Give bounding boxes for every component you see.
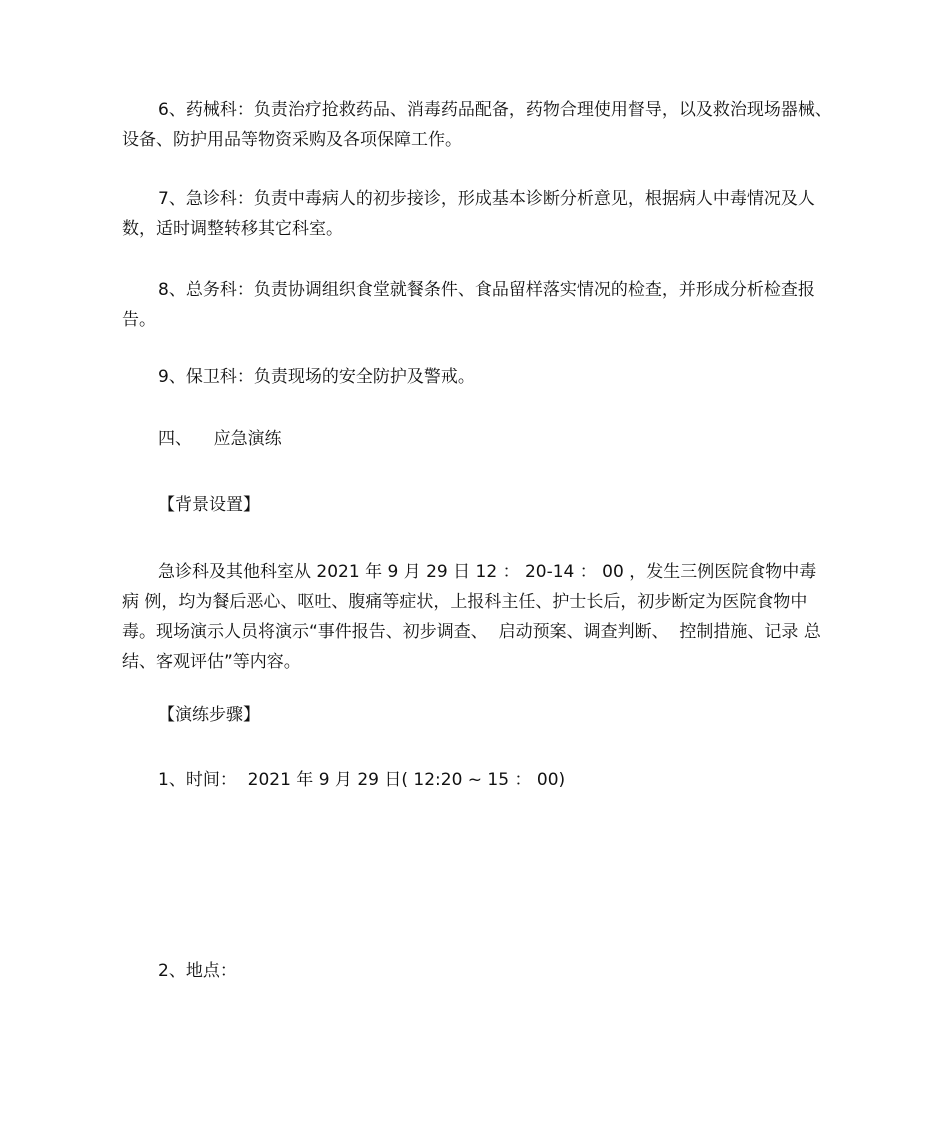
paragraph-emergency-dept: 7、急诊科：负责中毒病人的初步接诊，形成基本诊断分析意见，根据病人中毒情况及人数，适时调整转移其它科室。 [122, 189, 815, 239]
paragraph-general-affairs-dept: 8、总务科：负责协调组织食堂就餐条件、食品留样落实情况的检查，并形成分析检查报告。 [122, 280, 815, 330]
section-heading-emergency-drill: 四、 应急演练 [158, 429, 282, 449]
step-1-time: 1、时间： 2021 年 9 月 29 日( 12:20 ~ 15 ： 00) [158, 770, 566, 790]
paragraph-pharmacy-dept: 6、药械科：负责治疗抢救药品、消毒药品配备，药物合理使用督导，以及救治现场器械、设备、防护用品等物资采购及各项保障工作。 [122, 100, 832, 150]
step-2-location: 2、地点： [158, 961, 237, 981]
paragraph-security-dept: 9、保卫科：负责现场的安全防护及警戒。 [158, 367, 475, 387]
background-setting-heading: 【背景设置】 [158, 495, 260, 515]
background-setting-text: 急诊科及其他科室从 2021 年 9 月 29 日 12 ： 20-14 ： 00 ，发生三例医院食物中毒病 例，均为餐后恶心、呕吐、腹痛等症状，上报科主任、护士长后，初步断定为医院食物中 毒。现场演示人员将演示“事件报告、初步调查、 启动预案、调查判断、 控制措施、记录 总结、客观评估”等内容。 [122, 562, 821, 672]
drill-steps-heading: 【演练步骤】 [158, 705, 260, 725]
